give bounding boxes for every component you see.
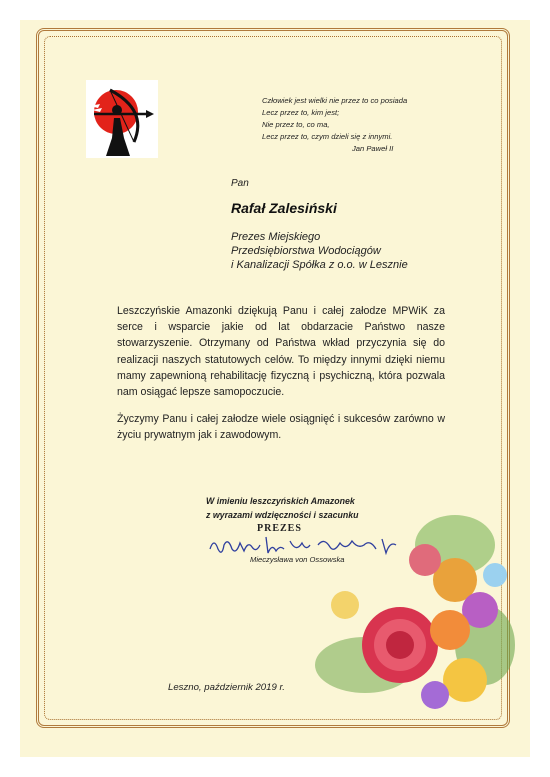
recipient-name: Rafał Zalesiński bbox=[231, 200, 337, 216]
body-paragraph: Leszczyńskie Amazonki dziękują Panu i całej załodze MPWiK za serce i wsparcie jakie od lat obdarzacie Państwo nasze stowarzyszenie. Otrzymany od Państwa wkład przyczynia się do realizacji naszych statutowych celów. To między innymi dzięki niemu mamy zapewnioną rehabilitację fizyczną i psychiczną, która pozwala nam osiągać lepsze samopoczucie. bbox=[117, 305, 445, 399]
quote-block bbox=[262, 95, 492, 155]
recipient-position bbox=[231, 230, 408, 272]
flower-bouquet-illustration bbox=[305, 495, 515, 725]
place-and-date: Leszno, październik 2019 r. bbox=[168, 682, 285, 693]
body-paragraph: Życzymy Panu i całej załodze wiele osiągnięć i sukcesów zarówno w życiu prywatnym jak i zawodowym. bbox=[117, 413, 445, 442]
quote-author: Jan Paweł II bbox=[352, 144, 394, 153]
position-line: Prezes Miejskiego bbox=[231, 231, 321, 243]
quote-line: Lecz przez to, czym dzieli się z innymi. bbox=[262, 132, 393, 141]
quote-line: Lecz przez to, kim jest; bbox=[262, 108, 340, 117]
quote-line: Nie przez to, co ma, bbox=[262, 120, 330, 129]
closing-line: z wyrazami wdzięczności i szacunku bbox=[206, 510, 359, 520]
quote-line: Człowiek jest wielki nie przez to co posiada bbox=[262, 96, 408, 105]
signer-role: PREZES bbox=[257, 523, 302, 534]
closing-line: W imieniu leszczyńskich Amazonek bbox=[206, 496, 355, 506]
salutation: Pan bbox=[231, 178, 249, 189]
position-line: Przedsiębiorstwa Wodociągów bbox=[231, 245, 381, 257]
amazonki-logo bbox=[86, 80, 158, 158]
signer-name: Mieczysława von Ossowska bbox=[250, 555, 345, 564]
letter-body bbox=[117, 303, 445, 455]
position-line: i Kanalizacji Spółka z o.o. w Lesznie bbox=[231, 259, 408, 271]
